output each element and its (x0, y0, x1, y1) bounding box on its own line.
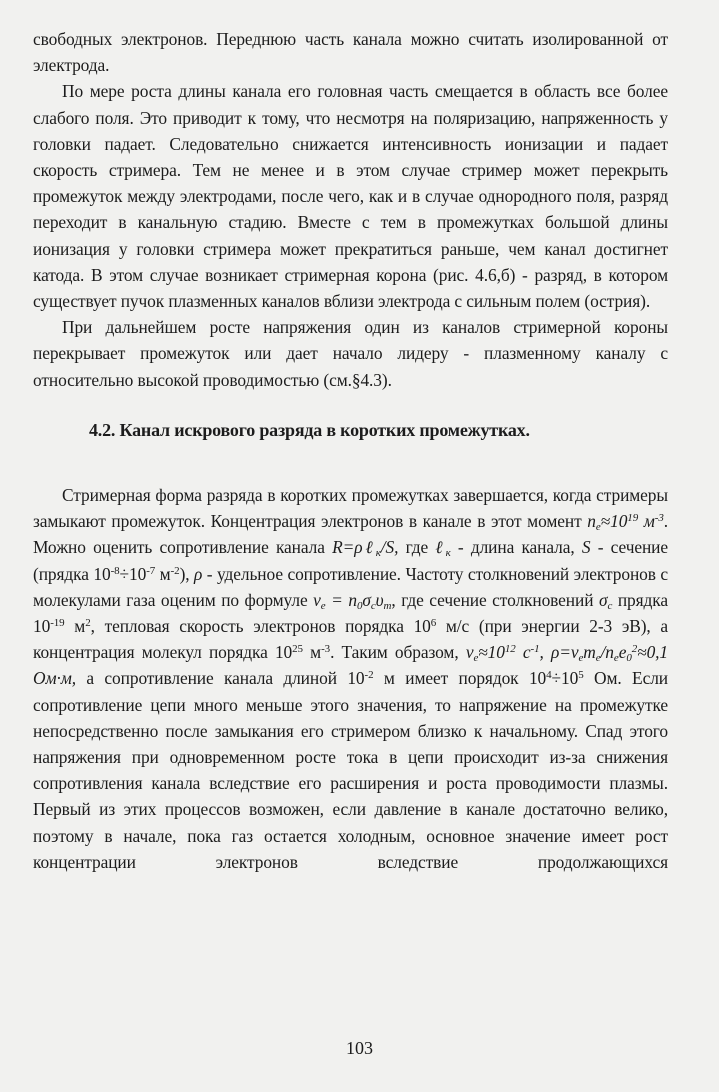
paragraph-4: Стримерная форма разряда в коротких промежутках завершается, когда стримеры замыкают промежуток. Концентрация электронов в канале в этот момент $n_e\approx 10^{19}$ $м^{-3}$. Можно оценить сопротивление канала R=ρℓ$_к$/S, где ℓ$_к$ - длина канала, S - сечение (прядка $10^{-8}\div 10^{-7}$ $м^{-2}$), ρ - удельное сопротивление. Частоту столкновений электронов с молекулами газа оценим по формуле $\nu_e = n_0\sigma_c\upsilon_т$, где сечение столкновений $\sigma_c$ прядка $10^{-19}$ $м^2$, тепловая скорость электронов порядка $10^6$ м/с (при энергии 2-3 эВ), а концентрация молекул порядка $10^{25}$ $м^{-3}$. Таким образом, $\nu_e\approx 10^{12}$ $c^{-1}$, $\rho=\nu_em_e/n_ee_0^2\approx 0,1$ Ом·м, а сопротивление канала длиной $10^{-2}$ м имеет порядок $10^4\div 10^5$ Ом. Если сопротивление цепи много меньше этого значения, то напряжение на промежутке непосредственно после замыкания его стримером близко к начальному. Спад этого напряжения при одновременном росте тока в цепи происходит из-за снижения сопротивления канала вследствие его расширения и роста проводимости плазмы. Первый из этих процессов возможен, если давление в канале достаточно велико, поэтому в начале, пока газ остается холодным, основное значение имеет рост концентрации электронов вследствие продолжающихся (33, 485, 669, 872)
formula-collision-frequency: $\nu_e = n_0\sigma_c\upsilon_т$ (313, 589, 392, 612)
paragraph-2: По мере роста длины канала его головная часть смещается в область все более слабого поля. Это приводит к тому, что несмотря на поляризацию, напряженность у головки падает. Следовательно снижается интенсивность ионизации и падает скорость стримера. Тем не менее и в этом случае стример может перекрыть промежуток между электродами, после чего, как и в случае однородного поля, разряд переходит в канальную стадию. Вместе с тем в промежутках большой длины ионизация у головки стримера может прекратиться раньше, чем канал достигнет катода. В этом случае возникает стримерная корона (рис. 4.6,б) - разряд, в котором существует пучок плазменных каналов вблизи электрода с сильным полем (острия). (33, 81, 668, 312)
formula-ne: $n_e\approx 10^{19}$ $м^{-3}$ (587, 511, 664, 534)
formula-resistance: R=ρℓ$_к$/S, (332, 537, 399, 560)
formula-resistivity: $\nu_e\approx 10^{12}$ $c^{-1}$, $\rho=\nu_em_e/n_ee_0^2\approx 0,1$ Ом·м, (33, 642, 669, 689)
formula-length: ℓ$_к$ (435, 537, 451, 560)
page-number: 103 (346, 1038, 373, 1058)
section-heading: 4.2. Канал искрового разряда в коротких промежутках. (89, 419, 530, 440)
body-text (33, 26, 668, 875)
paragraph-3: При дальнейшем росте напряжения один из каналов стримерной короны перекрывает промежуток или дает начало лидеру - плазменному каналу с относительно высокой проводимостью (см.§4.3). (33, 317, 668, 390)
paragraph-1: свободных электронов. Переднюю часть канала можно считать изолированной от электрода. (33, 29, 668, 76)
